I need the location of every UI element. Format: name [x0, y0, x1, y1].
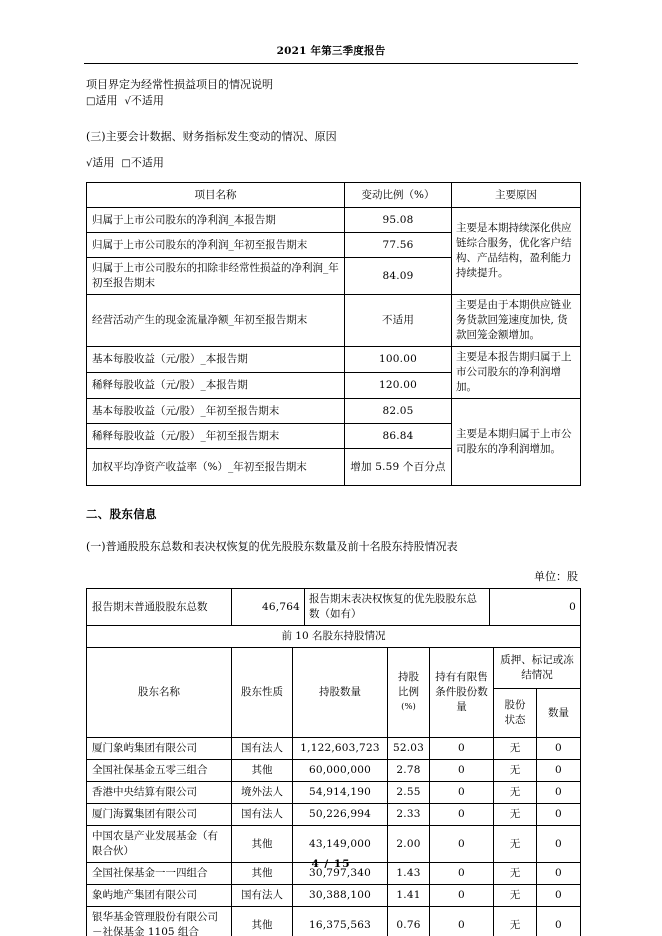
col-header-count: 持股数量	[293, 648, 388, 738]
table-header-row	[87, 183, 581, 208]
cell-restricted: 0	[430, 738, 494, 760]
cell-count: 30,388,100	[293, 885, 388, 907]
shareholder-subsection-title: (一)普通股股东总数和表决权恢复的优先股股东数量及前十名股东持股情况表	[86, 540, 458, 553]
col-header-name: 股东名称	[87, 648, 232, 738]
cell-nature: 其他	[232, 826, 293, 863]
cell-item: 稀释每股收益（元/股）_本报告期	[87, 373, 345, 399]
table-row	[87, 804, 581, 826]
cell-pledged: 0	[537, 863, 581, 885]
col-header-ratio: 变动比例（%）	[345, 183, 452, 208]
col-header-nature: 股东性质	[232, 648, 293, 738]
col-header-pledge-line1: 质押、标记或冻	[500, 654, 574, 666]
cell-ratio: 86.84	[345, 424, 452, 449]
col-header-ratio	[388, 648, 430, 738]
page-content	[86, 76, 580, 936]
cell-pledged: 0	[537, 804, 581, 826]
table-row	[87, 826, 581, 863]
cell-ratio: 84.09	[345, 258, 452, 295]
applicable-label: 适用	[92, 156, 115, 169]
cell-count: 54,914,190	[293, 782, 388, 804]
cell-restricted: 0	[430, 782, 494, 804]
cell-ordinary-value: 46,764	[232, 589, 305, 626]
cell-share-status: 无	[494, 885, 537, 907]
cell-share-status: 无	[494, 738, 537, 760]
cell-count: 16,375,563	[293, 907, 388, 936]
col-header-pledge-group	[494, 648, 581, 689]
cell-share-status: 无	[494, 826, 537, 863]
cell-ratio: 77.56	[345, 233, 452, 258]
cell-shareholder-name: 全国社保基金一一四组合	[87, 863, 232, 885]
cell-ratio: 120.00	[345, 373, 452, 399]
cell-pledged: 0	[537, 738, 581, 760]
col-header-reason: 主要原因	[452, 183, 581, 208]
checkmark-icon: √	[124, 96, 131, 107]
cell-ratio: 2.33	[388, 804, 430, 826]
table-row	[87, 399, 581, 424]
cell-ratio: 2.78	[388, 760, 430, 782]
cell-top10-banner: 前 10 名股东持股情况	[87, 626, 581, 648]
cell-count: 60,000,000	[293, 760, 388, 782]
cell-ratio: 95.08	[345, 208, 452, 233]
cell-ratio: 不适用	[345, 295, 452, 347]
table-row	[87, 760, 581, 782]
cell-item: 经营活动产生的现金流量净额_年初至报告期末	[87, 295, 345, 347]
change-ratio-table	[86, 182, 581, 486]
cell-preferred-value: 0	[490, 589, 581, 626]
cell-restricted: 0	[430, 760, 494, 782]
cell-nature: 其他	[232, 760, 293, 782]
cell-share-status: 无	[494, 804, 537, 826]
cell-nature: 国有法人	[232, 804, 293, 826]
cell-share-status: 无	[494, 760, 537, 782]
cell-share-status: 无	[494, 907, 537, 936]
col-header-share-status-line2: 状态	[504, 714, 526, 726]
cell-item: 加权平均净资产收益率（%）_年初至报告期末	[87, 449, 345, 486]
table-row	[87, 208, 581, 233]
cell-shareholder-name: 厦门海翼集团有限公司	[87, 804, 232, 826]
cell-item: 基本每股收益（元/股）_年初至报告期末	[87, 399, 345, 424]
cell-ratio: 82.05	[345, 399, 452, 424]
checkbox-unchecked-icon: □	[121, 158, 131, 169]
cell-shareholder-name: 象屿地产集团有限公司	[87, 885, 232, 907]
table-row	[87, 738, 581, 760]
cell-reason: 主要是本期归属于上市公司股东的净利润增加。	[452, 399, 581, 486]
cell-share-status: 无	[494, 782, 537, 804]
cell-item: 归属于上市公司股东的净利润_年初至报告期末	[87, 233, 345, 258]
cell-ratio: 0.76	[388, 907, 430, 936]
cell-count: 43,149,000	[293, 826, 388, 863]
cell-nature: 其他	[232, 863, 293, 885]
col-header-share-status	[494, 689, 537, 738]
cell-pledged: 0	[537, 782, 581, 804]
cell-preferred-label: 报告期末表决权恢复的优先股股东总数（如有）	[305, 589, 490, 626]
table-row	[87, 347, 581, 373]
cell-reason: 主要是本期持续深化供应链综合服务，优化客户结构、产品结构，盈利能力持续提升。	[452, 208, 581, 295]
cell-count: 30,797,340	[293, 863, 388, 885]
cell-nature: 国有法人	[232, 738, 293, 760]
applicable-label: 适用	[95, 94, 118, 107]
not-applicable-label: 不适用	[130, 156, 164, 169]
col-header-pledge-count: 数量	[537, 689, 581, 738]
col-header-ratio-line3: (%)	[401, 702, 416, 712]
table-row	[87, 885, 581, 907]
top-ten-shareholders-table	[86, 647, 581, 936]
checkmark-icon: √	[86, 158, 93, 169]
cell-shareholder-name: 全国社保基金五零三组合	[87, 760, 232, 782]
col-header-ratio-line2: 比例	[398, 686, 419, 698]
cell-item: 基本每股收益（元/股）_本报告期	[87, 347, 345, 373]
running-header: 2021 年第三季度报告	[276, 45, 386, 57]
cell-item: 归属于上市公司股东的扣除非经常性损益的净利润_年初至报告期末	[87, 258, 345, 295]
col-header-item: 项目名称	[87, 183, 345, 208]
cell-count: 50,226,994	[293, 804, 388, 826]
cell-ratio: 52.03	[388, 738, 430, 760]
subsection-title: (三)主要会计数据、财务指标发生变动的情况、原因	[86, 130, 337, 143]
applicability-line-1	[86, 93, 580, 110]
cell-nature: 国有法人	[232, 885, 293, 907]
page-number: 4 / 15	[311, 858, 351, 870]
table-row	[87, 907, 581, 936]
cell-ratio: 1.43	[388, 863, 430, 885]
col-header-restricted-line1: 持有有限售	[435, 671, 488, 683]
cell-reason: 主要是本报告期归属于上市公司股东的净利润增加。	[452, 347, 581, 399]
col-header-pledge-line2: 结情况	[521, 669, 553, 681]
applicability-line-2	[86, 155, 580, 172]
cell-ratio: 2.00	[388, 826, 430, 863]
cell-pledged: 0	[537, 826, 581, 863]
cell-share-status: 无	[494, 863, 537, 885]
checkbox-unchecked-icon: □	[86, 96, 96, 107]
col-header-restricted-line3: 量	[456, 701, 467, 713]
cell-shareholder-name: 香港中央结算有限公司	[87, 782, 232, 804]
table-row	[87, 782, 581, 804]
cell-pledged: 0	[537, 907, 581, 936]
cell-restricted: 0	[430, 826, 494, 863]
cell-restricted: 0	[430, 863, 494, 885]
cell-ordinary-label: 报告期末普通股股东总数	[87, 589, 232, 626]
cell-ratio: 增加 5.59 个百分点	[345, 449, 452, 486]
not-applicable-label: 不适用	[130, 94, 164, 107]
table-banner-row	[87, 626, 581, 648]
cell-item: 稀释每股收益（元/股）_年初至报告期末	[87, 424, 345, 449]
col-header-share-status-line1: 股份	[504, 699, 526, 711]
cell-nature: 境外法人	[232, 782, 293, 804]
cell-item: 归属于上市公司股东的净利润_本报告期	[87, 208, 345, 233]
cell-nature: 其他	[232, 907, 293, 936]
cell-ratio: 100.00	[345, 347, 452, 373]
cell-restricted: 0	[430, 804, 494, 826]
cell-ratio: 2.55	[388, 782, 430, 804]
cell-shareholder-name: 银华基金管理股份有限公司－社保基金 1105 组合	[87, 907, 232, 936]
cell-reason: 主要是由于本期供应链业务货款回笼速度加快, 货款回笼金额增加。	[452, 295, 581, 347]
table-row	[87, 589, 581, 626]
note-line: 项目界定为经常性损益项目的情况说明	[86, 78, 273, 91]
cell-pledged: 0	[537, 760, 581, 782]
page-title: 二、股东信息	[86, 507, 157, 521]
shareholder-summary-table	[86, 588, 581, 648]
cell-pledged: 0	[537, 885, 581, 907]
cell-ratio: 1.41	[388, 885, 430, 907]
cell-restricted: 0	[430, 885, 494, 907]
col-header-restricted	[430, 648, 494, 738]
cell-count: 1,122,603,723	[293, 738, 388, 760]
cell-restricted: 0	[430, 907, 494, 936]
col-header-ratio-line1: 持股	[398, 671, 419, 683]
table-header-row	[87, 648, 581, 689]
header-divider	[84, 63, 578, 64]
cell-shareholder-name: 中国农垦产业发展基金（有限合伙）	[87, 826, 232, 863]
unit-label: 单位：股	[534, 570, 578, 583]
col-header-restricted-line2: 条件股份数	[435, 686, 488, 698]
table-row	[87, 295, 581, 347]
cell-shareholder-name: 厦门象屿集团有限公司	[87, 738, 232, 760]
